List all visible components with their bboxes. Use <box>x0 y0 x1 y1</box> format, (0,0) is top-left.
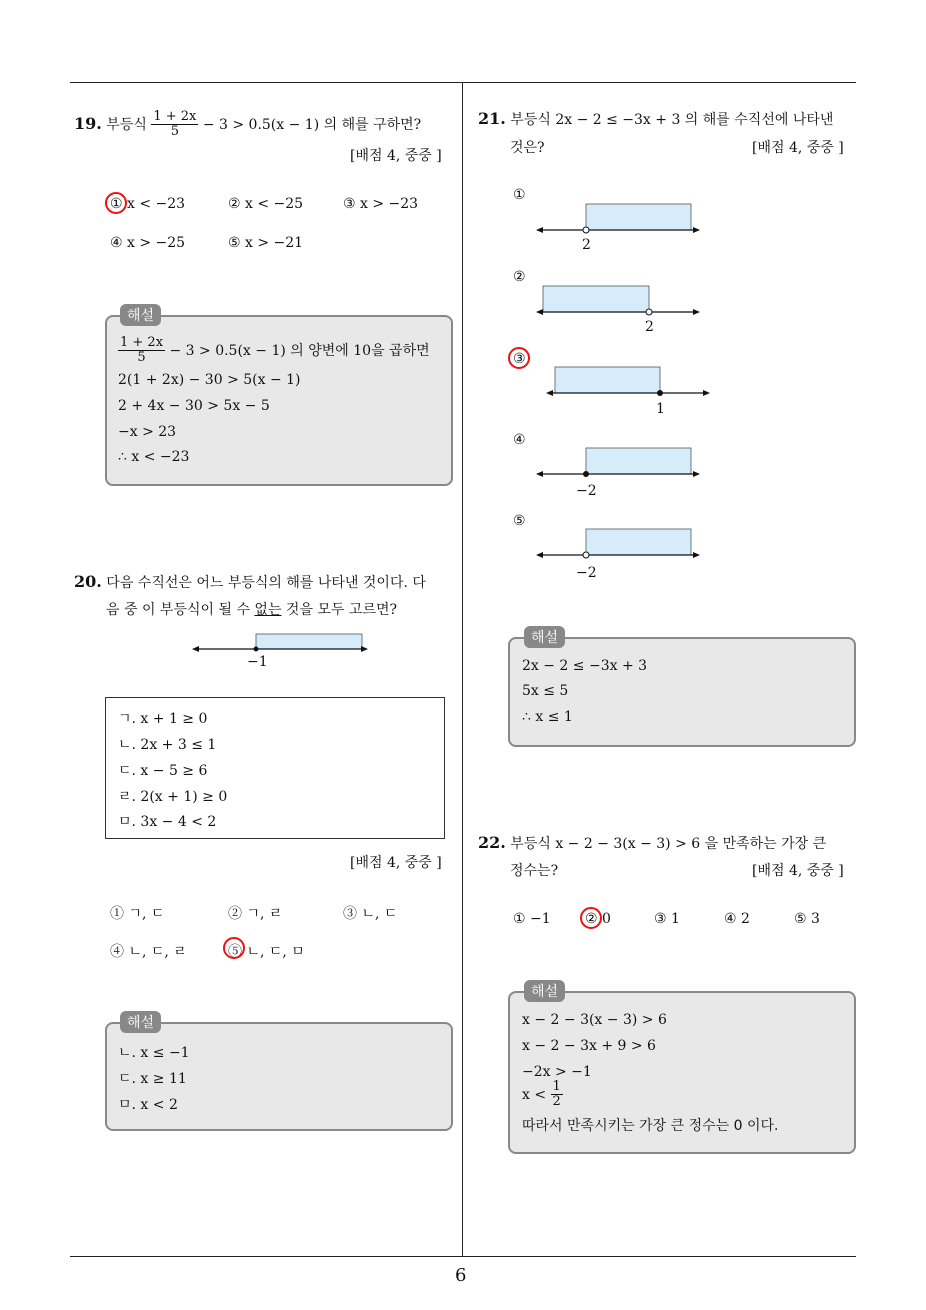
solution-tag: 해설 <box>524 626 565 648</box>
condition-5: ㅁ. 3x − 4 < 2 <box>118 814 217 830</box>
choice-mark-3[interactable]: ③ <box>513 351 526 367</box>
question-22-stem-line-2: 정수는? <box>510 863 559 879</box>
solution-line-4 <box>522 1080 563 1110</box>
number-line-label: −1 <box>247 654 268 670</box>
fraction <box>551 1080 563 1110</box>
arrow-right-icon <box>703 390 710 396</box>
solution-text: − 3 > 0.5(x − 1) 의 양변에 10을 곱하면 <box>169 342 430 359</box>
choice-2-label: 2 <box>645 319 654 335</box>
option-4[interactable]: ④ 2 <box>724 911 750 927</box>
question-21-stem-line-2: 것은? <box>510 140 545 156</box>
solution-tag: 해설 <box>120 304 161 326</box>
option-2[interactable]: ② ㄱ, ㄹ <box>228 906 283 922</box>
solution-line-3: ㅁ. x < 2 <box>118 1097 178 1113</box>
arrow-right-icon <box>693 227 700 233</box>
arrow-right-icon <box>693 471 700 477</box>
number-line-choice-1[interactable] <box>535 195 705 240</box>
number-line-choice-3[interactable] <box>545 358 715 403</box>
arrow-right-icon <box>693 552 700 558</box>
stem-text: 다음 수직선은 어느 부등식의 해를 나타낸 것이다. 다 <box>106 575 426 591</box>
solution-region <box>555 367 660 393</box>
fraction-denominator: 5 <box>170 124 179 140</box>
solution-region <box>543 286 649 312</box>
solution-line-1: x − 2 − 3(x − 3) > 6 <box>522 1012 667 1028</box>
open-point <box>583 552 589 558</box>
open-point <box>583 227 589 233</box>
answer-circle-mark <box>105 192 127 214</box>
stem-text: 부등식 <box>106 116 147 133</box>
solution-region <box>586 204 691 230</box>
solution-line-3: −2x > −1 <box>522 1064 592 1080</box>
option-1[interactable]: ① x < −23 <box>110 196 186 212</box>
closed-point <box>254 647 259 652</box>
fraction-numerator: 1 <box>552 1079 561 1094</box>
condition-3: ㄷ. x − 5 ≥ 6 <box>118 763 208 779</box>
solution-line-5: 따라서 만족시키는 가장 큰 정수는 0 이다. <box>522 1118 779 1134</box>
bottom-rule <box>70 1256 856 1257</box>
arrow-left-icon <box>192 646 199 652</box>
choice-1-label: 2 <box>582 237 591 253</box>
option-3[interactable]: ③ ㄴ, ㄷ <box>343 906 398 922</box>
stem-text: 부등식 2x − 2 ≤ −3x + 3 의 해를 수직선에 나타낸 <box>510 112 834 128</box>
choice-mark-1[interactable]: ① <box>513 187 526 203</box>
choice-5-label: −2 <box>576 565 597 581</box>
question-20-stem-line-2 <box>106 599 397 619</box>
answer-circle-mark <box>223 937 245 959</box>
page-number: 6 <box>455 1265 467 1286</box>
fraction-denominator: 2 <box>552 1094 561 1110</box>
top-rule <box>70 82 856 83</box>
choice-4-label: −2 <box>576 483 597 499</box>
solution-line-5: ∴ x < −23 <box>118 449 190 465</box>
question-number: 22. <box>478 833 506 852</box>
option-5[interactable]: ⑤ x > −21 <box>228 235 304 251</box>
stem-text: − 3 > 0.5(x − 1) 의 해를 구하면? <box>202 116 422 133</box>
underlined-text: 없는 <box>254 602 282 618</box>
stem-text: 것을 모두 고르면? <box>281 602 398 618</box>
solution-line-2: ㄷ. x ≥ 11 <box>118 1071 187 1087</box>
option-1[interactable]: ① −1 <box>513 911 551 927</box>
number-line-choice-2[interactable] <box>535 277 705 322</box>
question-22-meta: [배점 4, 중중 ] <box>752 863 844 879</box>
fraction <box>151 110 198 140</box>
option-2[interactable]: ② 0 <box>585 911 611 927</box>
condition-2: ㄴ. 2x + 3 ≤ 1 <box>118 737 217 753</box>
arrow-left-icon <box>546 390 553 396</box>
option-5[interactable]: ⑤ 3 <box>794 911 820 927</box>
number-line-choice-4[interactable] <box>535 439 705 484</box>
condition-4: ㄹ. 2(x + 1) ≥ 0 <box>118 789 228 805</box>
question-number: 20. <box>74 572 102 591</box>
fraction-numerator: 1 + 2x <box>153 109 197 124</box>
solution-region <box>586 529 691 555</box>
solution-line-4: −x > 23 <box>118 424 177 440</box>
solution-line-2: 2(1 + 2x) − 30 > 5(x − 1) <box>118 372 301 388</box>
solution-line-1: ㄴ. x ≤ −1 <box>118 1045 190 1061</box>
stem-text: 음 중 이 부등식이 될 수 <box>106 602 255 618</box>
arrow-left-icon <box>536 552 543 558</box>
question-19-meta: [배점 4, 중중 ] <box>350 148 442 164</box>
option-3[interactable]: ③ x > −23 <box>343 196 419 212</box>
closed-point <box>583 471 589 477</box>
question-22-stem-line-1 <box>478 833 826 853</box>
choice-mark-2[interactable]: ② <box>513 269 526 285</box>
number-line-choice-5[interactable] <box>535 520 705 565</box>
option-4[interactable]: ④ x > −25 <box>110 235 186 251</box>
fraction-numerator: 1 + 2x <box>120 335 164 350</box>
question-21-meta: [배점 4, 중중 ] <box>752 140 844 156</box>
choice-3-label: 1 <box>656 401 665 417</box>
arrow-left-icon <box>536 227 543 233</box>
solution-line-1: 2x − 2 ≤ −3x + 3 <box>522 658 648 674</box>
option-2[interactable]: ② x < −25 <box>228 196 304 212</box>
solution-text: x < <box>522 1086 547 1103</box>
question-20-meta: [배점 4, 중중 ] <box>350 855 442 871</box>
solution-line-2: 5x ≤ 5 <box>522 683 569 699</box>
option-1[interactable]: ① ㄱ, ㄷ <box>110 906 165 922</box>
solution-line-2: x − 2 − 3x + 9 > 6 <box>522 1038 656 1054</box>
solution-tag: 해설 <box>524 980 565 1002</box>
solution-line-1 <box>118 336 430 366</box>
stem-text: 부등식 x − 2 − 3(x − 3) > 6 을 만족하는 가장 큰 <box>510 836 827 852</box>
question-number: 21. <box>478 109 506 128</box>
arrow-left-icon <box>536 471 543 477</box>
solution-region <box>256 634 362 649</box>
arrow-left-icon <box>536 309 543 315</box>
option-5[interactable]: ⑤ ㄴ, ㄷ, ㅁ <box>228 944 305 960</box>
answer-circle-mark <box>508 347 530 369</box>
column-divider <box>462 82 463 1257</box>
answer-circle-mark <box>580 907 602 929</box>
option-3[interactable]: ③ 1 <box>654 911 680 927</box>
option-4[interactable]: ④ ㄴ, ㄷ, ㄹ <box>110 944 187 960</box>
solution-line-3: 2 + 4x − 30 > 5x − 5 <box>118 398 270 414</box>
arrow-right-icon <box>693 309 700 315</box>
fraction-denominator: 5 <box>137 350 146 366</box>
choice-mark-5[interactable]: ⑤ <box>513 513 526 529</box>
solution-tag: 해설 <box>120 1011 161 1033</box>
solution-region <box>586 448 691 474</box>
number-line <box>190 628 370 673</box>
question-20-stem-line-1 <box>74 572 426 592</box>
condition-1: ㄱ. x + 1 ≥ 0 <box>118 711 208 727</box>
question-number: 19. <box>74 113 102 133</box>
question-21-stem-line-1 <box>478 109 833 129</box>
closed-point <box>657 390 663 396</box>
open-point <box>646 309 652 315</box>
fraction <box>118 336 165 366</box>
solution-line-3: ∴ x ≤ 1 <box>522 709 573 725</box>
choice-mark-4[interactable]: ④ <box>513 432 526 448</box>
arrow-right-icon <box>361 646 368 652</box>
question-19-stem <box>74 110 421 140</box>
